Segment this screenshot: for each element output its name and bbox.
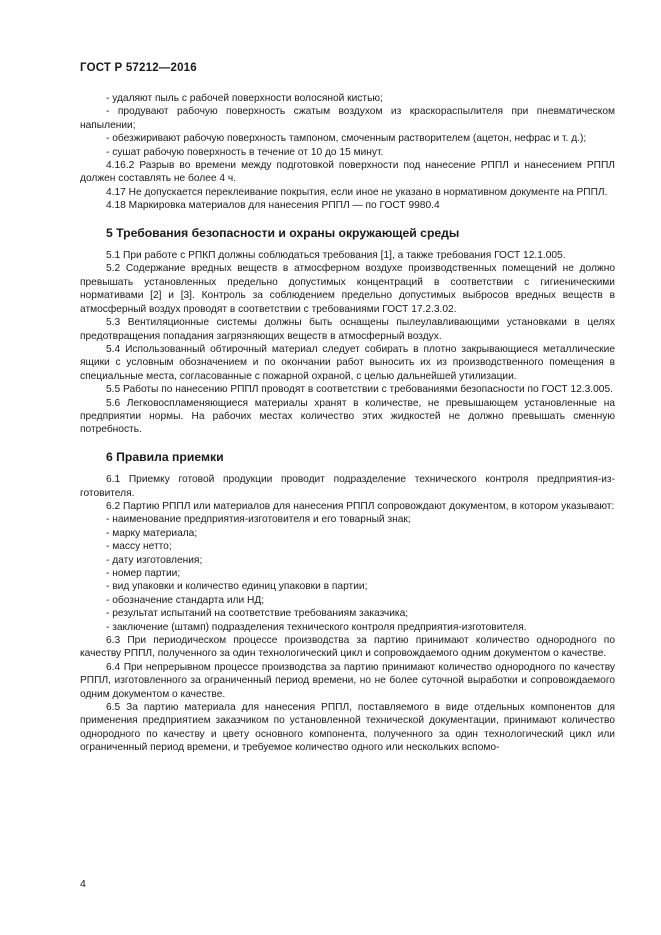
paragraph-6-5: 6.5 За партию материала для нанесения РППЛ, поставляемого в виде отдельных компонентов для применения предприятием заказчиком по установленной технической документации, принимают количество однородного по качеству и цвету основного компонента, полученного за один технологический цикл или ограниченный период времени, и требуемое количество одного или нескольких вспомо- xyxy=(80,702,615,754)
page-content xyxy=(80,92,615,755)
list-item: - результат испытаний на соответствие требованиям заказчика; xyxy=(106,608,409,620)
paragraph-6-4: 6.4 При непрерывном процессе производства за партию принимают количество однородного по качеству РППЛ, изготовленного за ограниченный период времени, но не более суточной выработки и сопровождаемого одним документом о качестве. xyxy=(80,661,615,700)
paragraph-5-5: 5.5 Работы по нанесению РППЛ проводят в соответствии с требованиями безопасности по ГОСТ 12.3.005. xyxy=(106,384,613,396)
list-item: - удаляют пыль с рабочей поверхности волосяной кистью; xyxy=(106,93,383,104)
paragraph-4-18: 4.18 Маркировка материалов для нанесения РППЛ — по ГОСТ 9980.4 xyxy=(106,200,440,212)
list-item: - дату изготовления; xyxy=(106,554,203,566)
list-item: - номер партии; xyxy=(106,568,181,579)
paragraph-4-17: 4.17 Не допускается переклеивание покрытия, если иное не указано в нормативном документе на РППЛ. xyxy=(106,186,608,198)
paragraph-5-4: 5.4 Использованный обтирочный материал следует собирать в плотно закрывающиеся металлические ящики с условным обозначением и по окончании работ выносить их из производственного помещения в специальные места, согласованные с пожарной охраной, с целью дальнейшей утилизации. xyxy=(80,343,615,382)
paragraph-5-2: 5.2 Содержание вредных веществ в атмосферном воздухе производственных помещений не должно превышать установленных предельно допустимых концентраций в соответствии с гигиеническими нормативами [2] и [3]. Контроль за соблюдением предельно допустимых выбросов вредных веществ в атмосферный воздух проводят в соответствии с требованиями ГОСТ 17.2.3.02. xyxy=(80,263,615,315)
list-item: - вид упаковки и количество единиц упаковки в партии; xyxy=(106,581,368,593)
document-header: ГОСТ Р 57212—2016 xyxy=(80,62,197,74)
section-5-title: 5 Требования безопасности и охраны окружающей среды xyxy=(106,225,460,240)
paragraph-5-3: 5.3 Вентиляционные системы должны быть оснащены пылеулавливающими установками в целях предотвращения попадания загрязняющих веществ в атмосферный воздух. xyxy=(80,317,615,342)
paragraph-4-16-2: 4.16.2 Разрыв во времени между подготовкой поверхности под нанесение РППЛ и нанесением РППЛ должен составлять не более 4 ч. xyxy=(80,160,615,185)
paragraph-5-1: 5.1 При работе с РПКП должны соблюдаться требования [1], а также требования ГОСТ 12.1.005. xyxy=(106,250,566,262)
list-item: - массу нетто; xyxy=(106,541,172,553)
list-item: - обезжиривают рабочую поверхность тампоном, смоченным растворителем (ацетон, нефрас и т. д.); xyxy=(106,133,587,145)
list-item: - обозначение стандарта или НД; xyxy=(106,594,265,606)
list-item: - заключение (штамп) подразделения технического контроля предприятия-изготовителя. xyxy=(106,621,527,633)
list-item: - сушат рабочую поверхность в течение от 10 до 15 минут. xyxy=(106,146,384,158)
page-number: 4 xyxy=(80,878,86,890)
paragraph-6-3: 6.3 При периодическом процессе производства за партию принимают количество однородного по качеству РППЛ, полученного за один технологический цикл и сопровождаемого одним документом о качестве. xyxy=(80,635,615,660)
paragraph-6-1: 6.1 Приемку готовой продукции проводит подразделение технического контроля предприятия-изготовителя. xyxy=(80,474,615,499)
list-item: - наименование предприятия-изготовителя и его товарный знак; xyxy=(106,514,411,526)
paragraph-6-2: 6.2 Партию РППЛ или материалов для нанесения РППЛ сопровождают документом, в котором указывают: xyxy=(106,500,615,512)
paragraph-5-6: 5.6 Легковоспламеняющиеся материалы хранят в количестве, не превышающем установленные на предприятии нормы. На рабочих местах количество этих жидкостей не должно превышать сменную потребность. xyxy=(80,397,615,436)
list-item: - продувают рабочую поверхность сжатым воздухом из краскораспылителя при пневматическом напылении; xyxy=(80,106,615,131)
section-6-title: 6 Правила приемки xyxy=(106,449,224,464)
list-item: - марку материала; xyxy=(106,527,198,539)
